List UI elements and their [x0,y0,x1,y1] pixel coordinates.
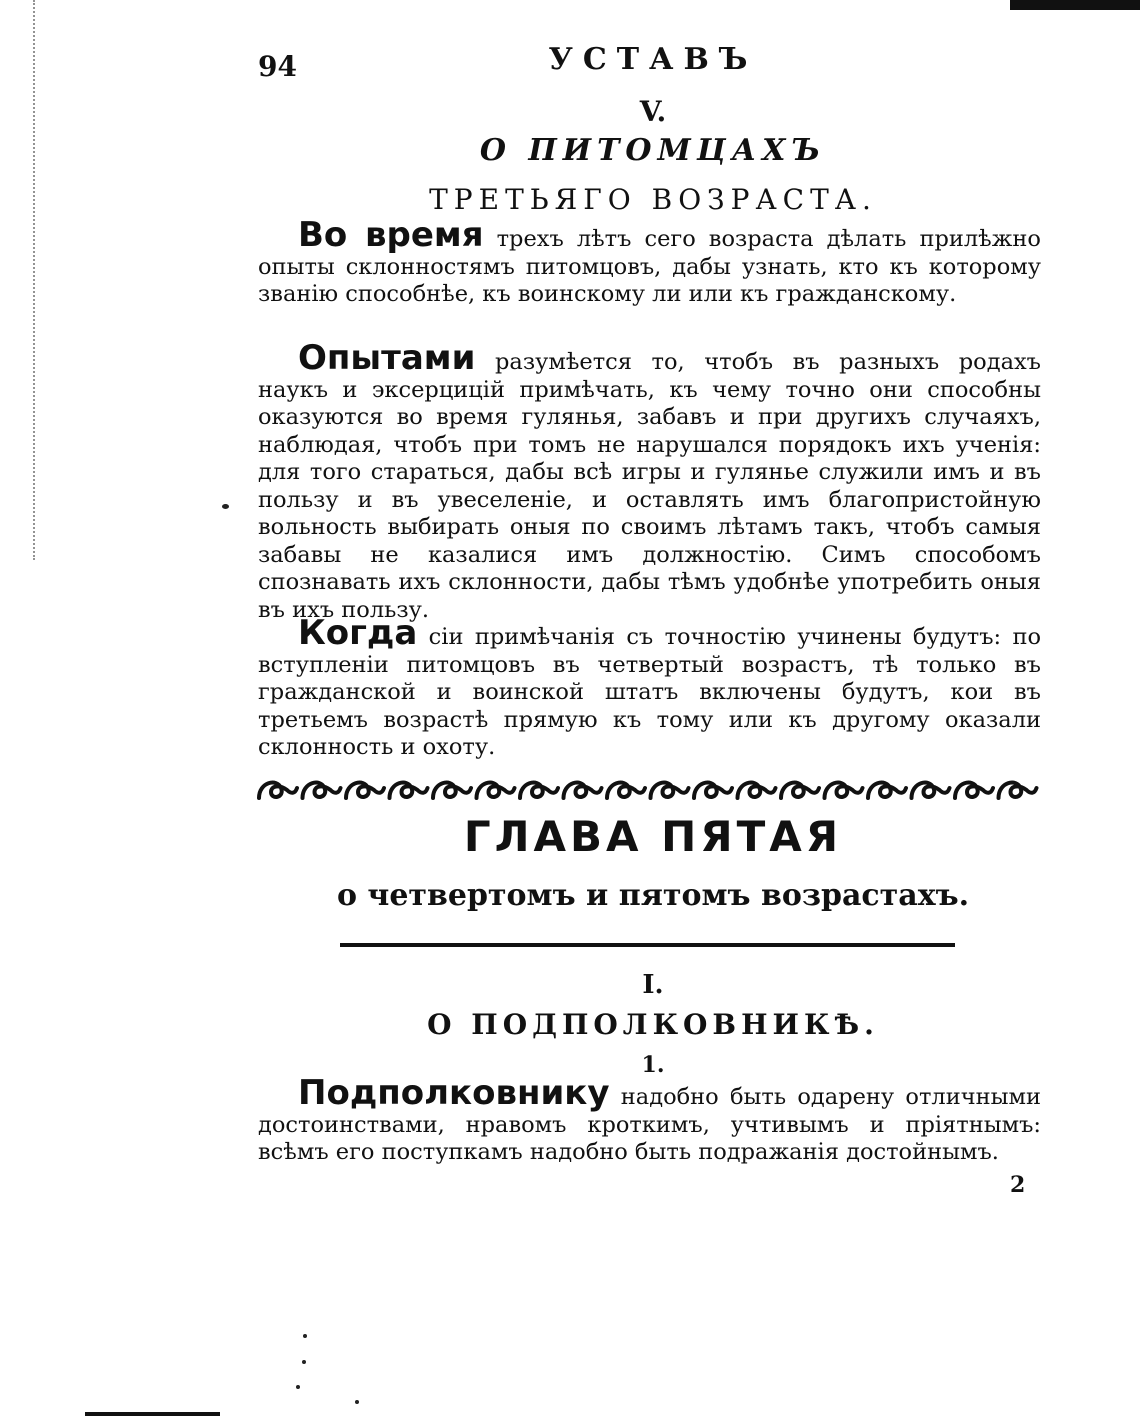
ornament-border [255,772,1040,806]
chapter-title: ГЛАВА ПЯТАЯ [463,812,843,861]
ornament-glyph [955,783,993,798]
ornament-glyph [564,783,602,798]
paragraph [258,1073,1041,1167]
subsection-number: 1. [641,1052,665,1078]
catchword: 2 [1010,1172,1026,1198]
paragraph-text: надобно быть одарену отличными достоинствами, нравомъ кроткимъ, учтивымъ и пріятнымъ: всѣмъ его поступкамъ надобно быть подражанія достойнымъ. [258,1084,1041,1165]
ornament-glyph [433,783,471,798]
paragraph-lead: Опытами [298,338,476,378]
section-title: О ПОДПОЛКОВНИКѢ. [427,1008,879,1041]
paragraph-text: сіи примѣчанія съ точностію учинены будутъ: по вступленіи питомцовъ въ четвертый возрастъ, тѣ только въ гражданской и воинской штатъ включены будутъ, кои въ третьемъ возрастѣ прямую къ тому или къ другому оказали склонность и охоту. [258,624,1041,760]
ornament-glyph [607,783,645,798]
ornament-glyph [868,783,906,798]
paragraph-text: трехъ лѣтъ сего возраста дѣлать прилѣжно опыты склонностямъ питомцовъ, дабы узнать, кто къ которому званію способнѣе, къ воинскому ли или къ гражданскому. [258,226,1041,307]
ornament-glyph [477,783,515,798]
ornament-glyph [738,783,776,798]
ornament-glyph [651,783,689,798]
divider-rule [340,943,955,947]
ornament-glyph [781,783,819,798]
ink-speck [222,504,229,509]
ink-speck [303,1334,307,1338]
paragraph [258,215,1041,309]
ink-speck [302,1360,306,1364]
chapter-subtitle: о четвертомъ и пятомъ возрастахъ. [336,878,970,913]
ornament-glyph [390,783,428,798]
section-number: V. [639,95,667,128]
paragraph [258,338,1041,624]
section-title: О ПИТОМЦАХЪ [479,133,827,168]
ornament-glyph [520,783,558,798]
paragraph-text: разумѣется то, чтобъ въ разныхъ родахъ наукъ и эксерцицій примѣчать, къ чему точно они способны оказуются во время гулянья, забавъ и при другихъ случаяхъ, наблюдая, чтобъ при томъ не нарушался порядокъ ихъ ученія: для того стараться, дабы всѣ игры и гулянье служили имъ и въ пользу и въ увеселеніе, и оставлять имъ благопристойную вольность выбирать оныя по своимъ лѣтамъ такъ, чтобъ самыя забавы не казалися имъ должностію. Симъ способомъ спознавать ихъ склонности, дабы тѣмъ удобнѣе употребить оныя въ ихъ пользу. [258,349,1041,623]
ornament-glyph [912,783,950,798]
paragraph-lead: Когда [298,613,418,653]
ornament-glyph [999,783,1037,798]
section-subtitle: ТРЕТЬЯГО ВОЗРАСТА. [429,183,877,216]
scan-edge-bottom [85,1412,220,1416]
section-number: I. [642,970,664,1000]
page-number: 94 [258,50,297,83]
ornament-glyph [694,783,732,798]
paragraph [258,613,1041,762]
ornament-glyph [346,783,384,798]
ornament-glyph [259,783,297,798]
scan-edge-left [33,0,43,560]
paragraph-lead: Подполковнику [298,1073,610,1113]
paragraph-lead: Во время [298,215,484,255]
scan-edge-top [1010,0,1140,10]
ornament-glyph [825,783,863,798]
ornament-glyph [303,783,341,798]
ink-speck [355,1400,359,1404]
running-title: УСТАВЪ [548,42,758,77]
page-header [258,42,1048,82]
ink-speck [296,1385,300,1389]
